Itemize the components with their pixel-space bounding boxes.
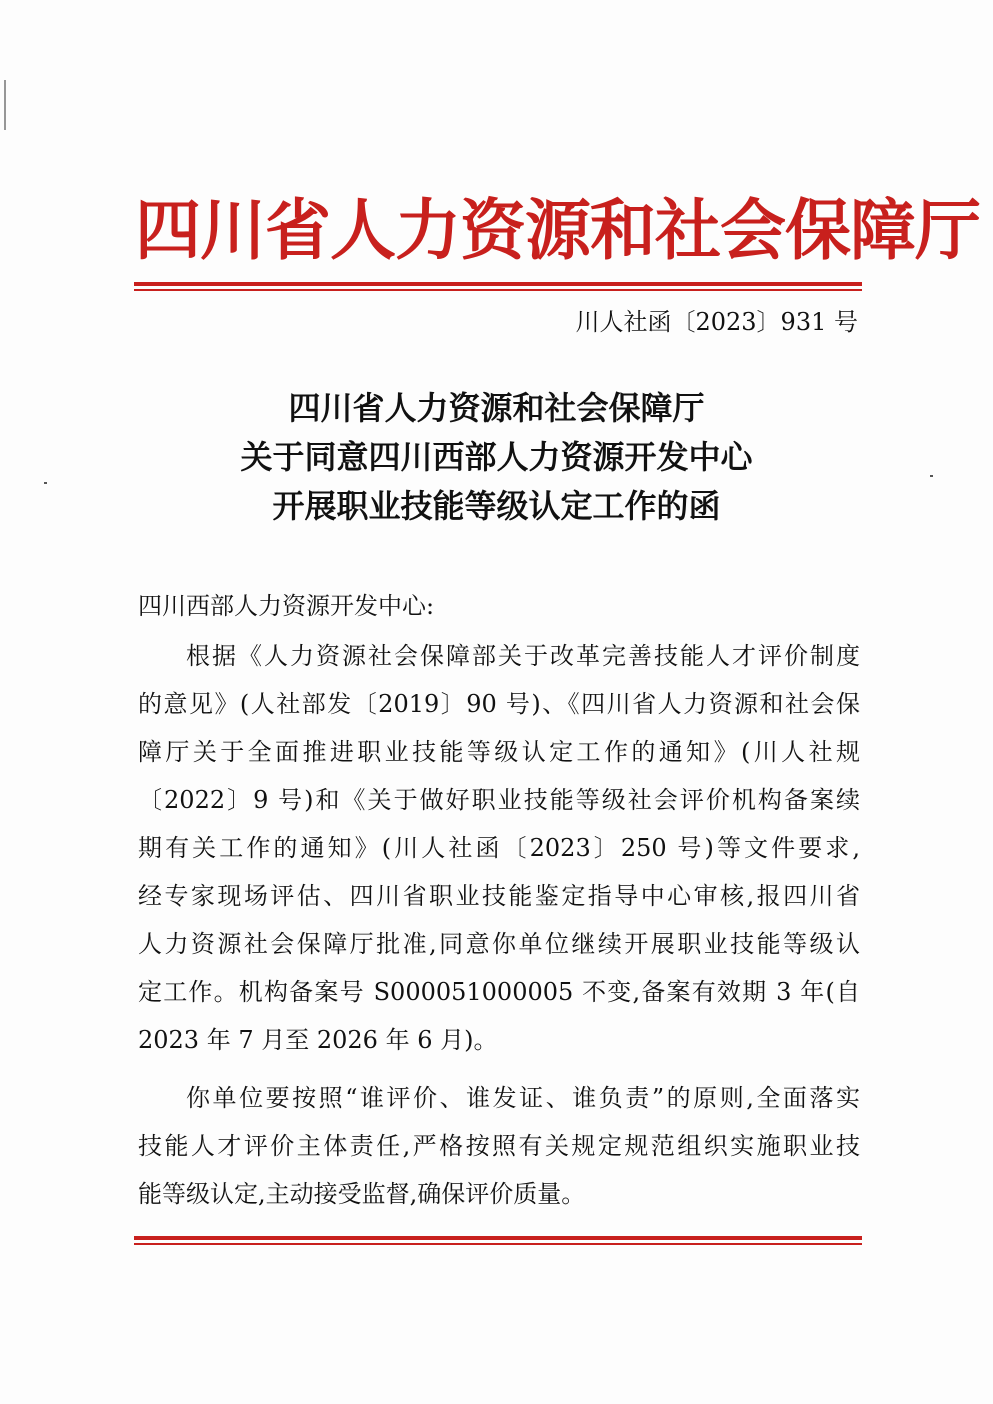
- paragraph-1-line: 2023 年 7 月至 2026 年 6 月)。: [138, 1026, 498, 1054]
- document-title-line-1: 四川省人力资源和社会保障厅: [288, 389, 705, 427]
- paragraph-1-line: 经专家现场评估、四川省职业技能鉴定指导中心审核,报四川省: [138, 882, 860, 910]
- salutation: 四川西部人力资源开发中心:: [138, 592, 435, 620]
- paragraph-1-line: 人力资源社会保障厅批准,同意你单位继续开展职业技能等级认: [138, 930, 860, 958]
- document-number: 川人社函〔2023〕931 号: [575, 308, 858, 336]
- paragraph-2-line: 技能人才评价主体责任,严格按照有关规定规范组织实施职业技: [138, 1132, 860, 1160]
- paragraph-1-line: 的意见》(人社部发〔2019〕90 号)、《四川省人力资源和社会保: [138, 690, 860, 718]
- footer-rule-thin: [134, 1243, 862, 1245]
- scan-speck-left: [44, 482, 47, 484]
- paragraph-2-line: 你单位要按照“谁评价、谁发证、谁负责”的原则,全面落实: [186, 1084, 860, 1112]
- letterhead-title: 四川省人力资源和社会保障厅: [135, 191, 980, 269]
- letterhead-rule-thick: [134, 282, 862, 286]
- paragraph-1-line: 定工作。机构备案号 S000051000005 不变,备案有效期 3 年(自: [138, 978, 860, 1006]
- document-title-line-3: 开展职业技能等级认定工作的函: [272, 487, 721, 525]
- paragraph-1-line: 期有关工作的通知》(川人社函〔2023〕250 号)等文件要求,: [138, 834, 860, 862]
- paragraph-1-line: 障厅关于全面推进职业技能等级认定工作的通知》(川人社规: [138, 738, 860, 766]
- scan-speck-right: [930, 475, 933, 477]
- paragraph-1-line: 根据《人力资源社会保障部关于改革完善技能人才评价制度: [186, 642, 860, 670]
- letterhead-rule-thin: [134, 289, 862, 291]
- scan-edge-mark: [4, 80, 6, 130]
- footer-rule-thick: [134, 1236, 862, 1240]
- paragraph-2-line: 能等级认定,主动接受监督,确保评价质量。: [138, 1180, 586, 1208]
- document-title-line-2: 关于同意四川西部人力资源开发中心: [240, 438, 753, 476]
- paragraph-1-line: 〔2022〕9 号)和《关于做好职业技能等级社会评价机构备案续: [138, 786, 860, 814]
